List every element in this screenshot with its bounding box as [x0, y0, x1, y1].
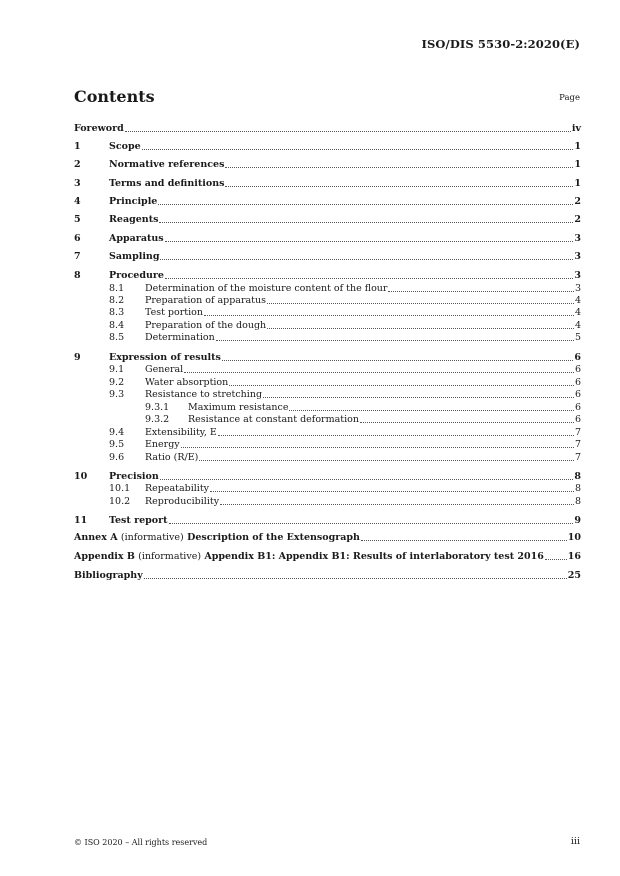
toc-entry-title [145, 439, 180, 450]
toc-entry-title [145, 283, 387, 294]
toc-entry-number: 11 [74, 515, 88, 526]
toc-entry-title [145, 295, 266, 306]
toc-entry-title-text: Annex A [74, 532, 118, 543]
toc-entry-number: 3 [74, 178, 81, 189]
toc-leader-dots [144, 577, 567, 579]
toc-entry-title-text: Principle [109, 196, 158, 207]
toc-entry-title-text: Bibliography [74, 570, 143, 581]
toc-leader-dots [184, 371, 574, 373]
toc-leader-dots [142, 148, 574, 150]
toc-entry-number: 5 [74, 214, 81, 225]
toc-leader-dots [229, 384, 574, 386]
toc-entry-title-text: Scope [109, 141, 141, 152]
toc-entry-page: 4 [574, 295, 581, 306]
toc-entry-page: 3 [574, 251, 581, 262]
toc-entry-title [109, 233, 164, 244]
toc-entry-page: 7 [574, 439, 581, 450]
toc-entry-title [109, 214, 158, 225]
toc-entry[interactable] [74, 551, 581, 562]
toc-leader-dots [267, 302, 574, 304]
toc-entry-title [188, 402, 288, 413]
toc-leader-dots [181, 446, 574, 448]
toc-entry-page: 25 [567, 570, 581, 581]
toc-entry-title [145, 427, 217, 438]
toc-entry-title [145, 307, 203, 318]
toc-entry-title [109, 141, 141, 152]
toc-entry-title-text: Ratio (R/E) [145, 452, 199, 463]
toc-entry[interactable] [74, 270, 581, 281]
toc-entry-title-text: Preparation of apparatus [145, 295, 266, 306]
toc-entry[interactable] [74, 141, 581, 152]
toc-entry-page: 3 [574, 270, 581, 281]
toc-entry[interactable] [74, 123, 581, 134]
toc-entry[interactable] [74, 570, 581, 581]
toc-leader-dots [204, 314, 574, 316]
toc-entry-page: 6 [574, 352, 581, 363]
toc-entry[interactable] [74, 159, 581, 170]
toc-leader-dots [225, 185, 573, 187]
toc-entry-page: iv [571, 123, 581, 134]
toc-entry-number: 9.3.1 [145, 402, 170, 413]
toc-leader-dots [360, 421, 574, 423]
toc-entry-page: 3 [574, 233, 581, 244]
toc-entry[interactable] [74, 307, 581, 318]
toc-entry-title-text: Terms and definitions [109, 178, 225, 189]
toc-entry[interactable] [74, 389, 581, 400]
toc-leader-dots [267, 327, 574, 329]
toc-entry-page: 1 [574, 141, 581, 152]
toc-entry[interactable] [74, 295, 581, 306]
toc-entry[interactable] [74, 532, 581, 543]
toc-entry-title-text: Extensibility, E [145, 427, 217, 438]
toc-entry[interactable] [74, 332, 581, 343]
toc-entry-title [109, 352, 221, 363]
toc-entry[interactable] [74, 402, 581, 413]
toc-entry-number: 7 [74, 251, 81, 262]
toc-entry-title-text: Appendix B [74, 551, 135, 562]
toc-entry-number: 10 [74, 471, 88, 482]
toc-entry-title-text: Reproducibility [145, 496, 220, 507]
toc-entry-title [109, 196, 157, 207]
toc-entry-page: 6 [574, 414, 581, 425]
toc-entry-title-text: Reagents [109, 214, 159, 225]
toc-leader-dots [125, 130, 571, 132]
toc-leader-dots [220, 503, 574, 505]
toc-entry-title-text: Energy [145, 439, 180, 450]
toc-entry[interactable] [74, 515, 581, 526]
toc-entry-title-text: General [145, 364, 184, 375]
toc-leader-dots [160, 258, 573, 260]
toc-leader-dots [216, 339, 574, 341]
contents-title: Contents [74, 87, 155, 106]
toc-entry-title-text: Maximum resistance [188, 402, 289, 413]
toc-entry[interactable] [74, 364, 581, 375]
toc-entry-title [109, 159, 224, 170]
toc-leader-dots [222, 359, 574, 361]
toc-entry-page: 6 [574, 389, 581, 400]
toc-entry-title [188, 414, 359, 425]
toc-entry-title [74, 123, 124, 134]
toc-entry-page: 2 [574, 196, 581, 207]
toc-entry-title-text: Procedure [109, 270, 164, 281]
toc-entry-title-text: Sampling [109, 251, 160, 262]
toc-entry[interactable] [74, 439, 581, 450]
toc-entry[interactable] [74, 471, 581, 482]
toc-entry-number: 8.4 [109, 320, 125, 331]
toc-entry-page: 4 [574, 307, 581, 318]
toc-leader-dots [165, 240, 574, 242]
toc-entry-number: 4 [74, 196, 81, 207]
toc-entry[interactable] [74, 496, 581, 507]
toc-leader-dots [159, 221, 573, 223]
toc-entry-number: 8.2 [109, 295, 125, 306]
toc-entry-informative: (informative) [120, 532, 184, 543]
toc-entry-title-text: Resistance to stretching [145, 389, 263, 400]
toc-entry-title [145, 452, 198, 463]
toc-leader-dots [225, 166, 573, 168]
toc-leader-dots [545, 558, 567, 560]
toc-entry-number: 10.2 [109, 496, 131, 507]
toc-entry-page: 1 [574, 178, 581, 189]
page-header: ISO/DIS 5530-2:2020(E) [421, 37, 580, 51]
toc-entry-title-text: Apparatus [109, 233, 164, 244]
toc-entry-page: 7 [574, 452, 581, 463]
toc-entry[interactable] [74, 214, 581, 225]
toc-entry-page: 9 [574, 515, 581, 526]
toc-entry-number: 9.4 [109, 427, 125, 438]
toc-entry-title [145, 483, 209, 494]
toc-entry-title [74, 551, 544, 562]
toc-entry[interactable] [74, 233, 581, 244]
toc-entry-page: 4 [574, 320, 581, 331]
toc-entry[interactable] [74, 414, 581, 425]
toc-entry-number: 8.3 [109, 307, 125, 318]
toc-entry-number: 9.6 [109, 452, 125, 463]
toc-leader-dots [158, 203, 573, 205]
toc-entry-title [145, 496, 219, 507]
toc-entry-title-text: Repeatability [145, 483, 210, 494]
toc-leader-dots [263, 396, 574, 398]
toc-entry-title-text: Preparation of the dough [145, 320, 267, 331]
toc-entry-number: 9.1 [109, 364, 125, 375]
toc-entry-title-text: Resistance at constant deformation [188, 414, 359, 425]
toc-leader-dots [210, 490, 574, 492]
toc-entry-page: 5 [574, 332, 581, 343]
toc-entry-number: 8.5 [109, 332, 125, 343]
toc-entry-title [145, 320, 266, 331]
toc-entry-number: 6 [74, 233, 81, 244]
toc-entry-title-text: Determination [145, 332, 215, 343]
toc-entry-title-text: Test portion [145, 307, 203, 318]
toc-entry-page: 8 [574, 496, 581, 507]
toc-entry-title-text: Foreword [74, 123, 124, 134]
toc-entry-title-text: Water absorption [145, 377, 229, 388]
toc-entry-number: 2 [74, 159, 81, 170]
toc-entry-page: 7 [574, 427, 581, 438]
toc-entry[interactable] [74, 452, 581, 463]
toc-leader-dots [199, 459, 574, 461]
footer-page-number: iii [570, 836, 580, 847]
toc-entry-number: 9.2 [109, 377, 125, 388]
toc-entry-page: 2 [574, 214, 581, 225]
page-column-label: Page [559, 93, 580, 103]
toc-entry-number: 9.5 [109, 439, 125, 450]
toc-leader-dots [169, 522, 574, 524]
toc-entry-title-text: Precision [109, 471, 159, 482]
toc-leader-dots [165, 277, 573, 279]
toc-entry-title [109, 471, 159, 482]
toc-entry-informative: (informative) [138, 551, 202, 562]
toc-entry-title-text: Expression of results [109, 352, 221, 363]
toc-entry-title [109, 178, 224, 189]
toc-leader-dots [388, 290, 573, 292]
toc-entry-title [109, 270, 164, 281]
toc-entry-number: 8.1 [109, 283, 125, 294]
toc-entry-page: 3 [574, 283, 581, 294]
toc-entry-number: 8 [74, 270, 81, 281]
toc-leader-dots [289, 409, 574, 411]
toc-entry-title-text: Determination of the moisture content of the flour [145, 283, 388, 294]
toc-leader-dots [218, 434, 574, 436]
toc-entry-title [145, 377, 228, 388]
toc-entry-title [74, 532, 360, 543]
toc-entry[interactable] [74, 178, 581, 189]
toc-entry-subtitle: Description of the Extensograph [187, 532, 360, 543]
toc-entry[interactable] [74, 377, 581, 388]
toc-entry[interactable] [74, 320, 581, 331]
toc-entry[interactable] [74, 483, 581, 494]
toc-entry-subtitle: Appendix B1: Appendix B1: Results of interlaboratory test 2016 [204, 551, 544, 562]
toc-entry-title-text: Normative references [109, 159, 225, 170]
toc-entry-page: 8 [574, 483, 581, 494]
toc-entry[interactable] [74, 427, 581, 438]
toc-entry-title [74, 570, 143, 581]
toc-entry-page: 1 [574, 159, 581, 170]
toc-entry-number: 9 [74, 352, 81, 363]
toc-entry[interactable] [74, 283, 581, 294]
toc-entry-page: 10 [567, 532, 581, 543]
toc-entry-number: 9.3.2 [145, 414, 170, 425]
toc-entry-title-text: Test report [109, 515, 168, 526]
toc-entry[interactable] [74, 251, 581, 262]
toc-entry-page: 6 [574, 364, 581, 375]
footer-copyright: © ISO 2020 – All rights reserved [74, 838, 208, 847]
toc-entry-title [109, 251, 159, 262]
toc-entry-page: 16 [567, 551, 581, 562]
toc-entry-number: 10.1 [109, 483, 131, 494]
toc-entry-title [145, 332, 215, 343]
toc-entry[interactable] [74, 196, 581, 207]
toc-leader-dots [160, 478, 574, 480]
toc-entry-number: 9.3 [109, 389, 125, 400]
toc-entry-number: 1 [74, 141, 81, 152]
toc-entry-title [145, 364, 183, 375]
toc-entry[interactable] [74, 352, 581, 363]
toc-entry-page: 8 [574, 471, 581, 482]
toc-entry-title [145, 389, 262, 400]
toc-leader-dots [361, 539, 567, 541]
toc-entry-page: 6 [574, 377, 581, 388]
toc-entry-page: 6 [574, 402, 581, 413]
toc-entry-title [109, 515, 168, 526]
